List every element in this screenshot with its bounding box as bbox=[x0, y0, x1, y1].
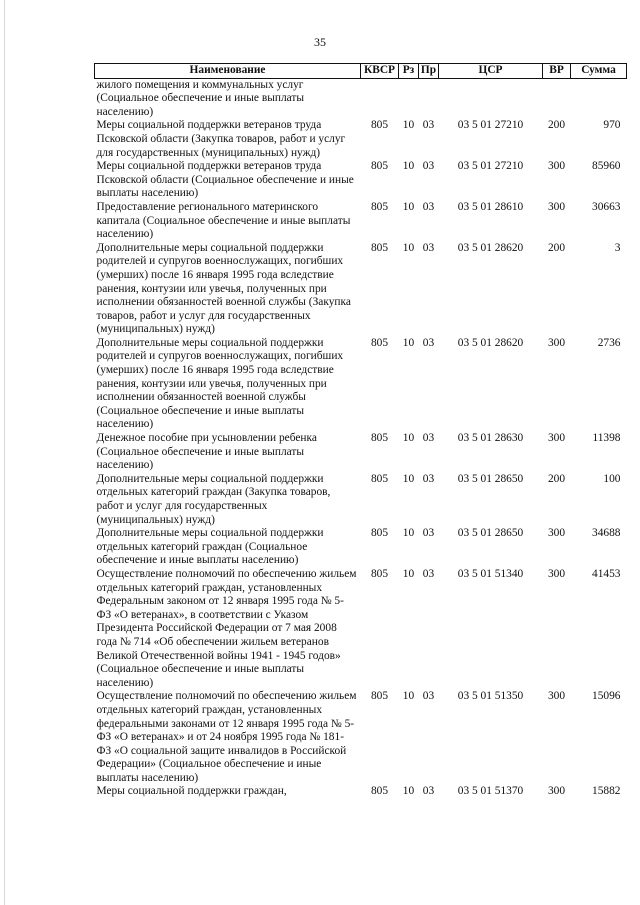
header-sum: Сумма bbox=[571, 64, 627, 79]
table-row bbox=[95, 690, 627, 785]
cell-pr: 03 bbox=[422, 690, 435, 703]
cell-vr: 300 bbox=[547, 432, 566, 445]
cell-vr: 300 bbox=[547, 160, 566, 173]
cell-vr: 300 bbox=[547, 200, 566, 213]
cell-rz: 10 bbox=[402, 472, 415, 485]
header-rz: Рз bbox=[399, 64, 419, 79]
cell-csr: 03 5 01 28630 bbox=[457, 432, 524, 445]
cell-sum: 15096 bbox=[592, 690, 621, 703]
table-row bbox=[95, 201, 627, 242]
table-row bbox=[95, 527, 627, 568]
header-vr: ВР bbox=[543, 64, 571, 79]
cell-kvsr bbox=[361, 78, 399, 119]
cell-rz: 10 bbox=[402, 785, 415, 798]
table-row bbox=[95, 160, 627, 201]
cell-name: Дополнительные меры социальной поддержки родителей и супругов военнослужащих, погибших (умерших) после 16 января 1995 года вследствие ранения, контузии или увечья, полученных при исполнении обязанностей военной службы (Социальное обеспечение и иные выплаты населению) bbox=[96, 336, 344, 431]
header-name: Наименование bbox=[95, 64, 361, 79]
cell-csr: 03 5 01 28620 bbox=[457, 241, 524, 254]
cell-vr: 300 bbox=[547, 785, 566, 798]
cell-csr: 03 5 01 28650 bbox=[457, 527, 524, 540]
cell-vr: 200 bbox=[547, 119, 566, 132]
cell-sum: 30663 bbox=[592, 200, 621, 213]
budget-table bbox=[94, 63, 627, 799]
cell-pr: 03 bbox=[422, 527, 435, 540]
cell-name: Осуществление полномочий по обеспечению жильем отдельных категорий граждан, установленных Федеральным законом от 12 января 1995 года № 5-ФЗ «О ветеранах», в соответствии с Указом Президента Российской Федерации от 7 мая 2008 года № 714 «Об обеспечении жильем ветеранов Великой Отечественной войны 1941 - 1945 годов» (Социальное обеспечение и иные выплаты населению) bbox=[96, 567, 357, 689]
cell-name: Осуществление полномочий по обеспечению жильем отдельных категорий граждан, установленных федеральными законами от 12 января 1995 года № 5-ФЗ «О ветеранах» и от 24 ноября 1995 года № 181-ФЗ «О социальной защите инвалидов в Российской Федерации» (Социальное обеспечение и иные выплаты населению) bbox=[96, 690, 357, 784]
table-row bbox=[95, 119, 627, 160]
table-row bbox=[95, 242, 627, 337]
cell-pr: 03 bbox=[422, 160, 435, 173]
cell-kvsr: 805 bbox=[370, 690, 389, 703]
table-header-row bbox=[95, 64, 627, 79]
cell-vr bbox=[543, 78, 571, 119]
header-kvsr: КВСР bbox=[361, 64, 399, 79]
header-pr: Пр bbox=[419, 64, 439, 79]
cell-sum bbox=[571, 78, 627, 119]
table-row bbox=[95, 432, 627, 473]
cell-kvsr: 805 bbox=[370, 527, 389, 540]
cell-name: Дополнительные меры социальной поддержки отдельных категорий граждан (Закупка товаров, работ и услуг для государственных (муниципальных) нужд) bbox=[96, 472, 331, 526]
cell-rz: 10 bbox=[402, 241, 415, 254]
page-number: 35 bbox=[314, 35, 326, 49]
cell-kvsr: 805 bbox=[370, 119, 389, 132]
cell-csr: 03 5 01 51370 bbox=[457, 785, 524, 798]
cell-rz: 10 bbox=[402, 567, 415, 580]
cell-rz: 10 bbox=[402, 527, 415, 540]
cell-rz: 10 bbox=[402, 336, 415, 349]
cell-name: Предоставление регионального материнского капитала (Социальное обеспечение и иные выплаты населению) bbox=[96, 200, 351, 241]
cell-kvsr: 805 bbox=[370, 241, 389, 254]
cell-pr: 03 bbox=[422, 785, 435, 798]
cell-name: Дополнительные меры социальной поддержки отдельных категорий граждан (Социальное обеспечение и иные выплаты населению) bbox=[96, 527, 324, 567]
cell-sum: 15882 bbox=[592, 785, 621, 798]
cell-csr: 03 5 01 51340 bbox=[457, 567, 524, 580]
cell-csr: 03 5 01 27210 bbox=[457, 160, 524, 173]
cell-pr: 03 bbox=[422, 472, 435, 485]
cell-name: Меры социальной поддержки граждан, bbox=[96, 785, 287, 798]
cell-name: жилого помещения и коммунальных услуг (Социальное обеспечение и иные выплаты населению) bbox=[96, 78, 305, 118]
table-row bbox=[95, 568, 627, 690]
cell-kvsr: 805 bbox=[370, 160, 389, 173]
cell-kvsr: 805 bbox=[370, 472, 389, 485]
cell-sum: 3 bbox=[614, 241, 621, 254]
cell-pr: 03 bbox=[422, 241, 435, 254]
cell-name: Дополнительные меры социальной поддержки родителей и супругов военнослужащих, погибших (умерших) после 16 января 1995 года вследствие ранения, контузии или увечья, полученных при исполнении обязанностей военной службы (Закупка товаров, работ и услуг для государственных (муниципальных) нужд) bbox=[96, 241, 351, 336]
cell-pr: 03 bbox=[422, 432, 435, 445]
cell-sum: 970 bbox=[603, 119, 621, 132]
cell-rz: 10 bbox=[402, 690, 415, 703]
cell-name: Меры социальной поддержки ветеранов труда Псковской области (Социальное обеспечение и иные выплаты населению) bbox=[96, 160, 354, 200]
cell-rz: 10 bbox=[402, 160, 415, 173]
cell-kvsr: 805 bbox=[370, 336, 389, 349]
cell-pr: 03 bbox=[422, 119, 435, 132]
cell-sum: 34688 bbox=[592, 527, 621, 540]
cell-pr: 03 bbox=[422, 336, 435, 349]
cell-name: Меры социальной поддержки ветеранов труда Псковской области (Закупка товаров, работ и услуг для государственных (муниципальных) нужд) bbox=[96, 119, 346, 159]
cell-csr: 03 5 01 28620 bbox=[457, 336, 524, 349]
cell-csr: 03 5 01 28650 bbox=[457, 472, 524, 485]
cell-kvsr: 805 bbox=[370, 785, 389, 798]
cell-sum: 2736 bbox=[597, 336, 621, 349]
cell-csr bbox=[439, 78, 543, 119]
cell-sum: 85960 bbox=[592, 160, 621, 173]
cell-pr: 03 bbox=[422, 567, 435, 580]
header-csr: ЦСР bbox=[439, 64, 543, 79]
cell-vr: 200 bbox=[547, 241, 566, 254]
cell-pr: 03 bbox=[422, 200, 435, 213]
cell-rz: 10 bbox=[402, 119, 415, 132]
cell-csr: 03 5 01 27210 bbox=[457, 119, 524, 132]
cell-pr bbox=[419, 78, 439, 119]
cell-vr: 300 bbox=[547, 690, 566, 703]
cell-sum: 100 bbox=[603, 472, 621, 485]
cell-rz bbox=[399, 78, 419, 119]
cell-csr: 03 5 01 28610 bbox=[457, 200, 524, 213]
table-row bbox=[95, 785, 627, 799]
table-row bbox=[95, 337, 627, 432]
cell-rz: 10 bbox=[402, 432, 415, 445]
cell-vr: 300 bbox=[547, 567, 566, 580]
cell-sum: 11398 bbox=[592, 432, 621, 445]
cell-rz: 10 bbox=[402, 200, 415, 213]
cell-kvsr: 805 bbox=[370, 432, 389, 445]
table-row bbox=[95, 78, 627, 119]
cell-name: Денежное пособие при усыновлении ребенка (Социальное обеспечение и иные выплаты населению) bbox=[96, 432, 317, 472]
cell-csr: 03 5 01 51350 bbox=[457, 690, 524, 703]
table-row bbox=[95, 473, 627, 527]
cell-vr: 300 bbox=[547, 336, 566, 349]
cell-sum: 41453 bbox=[592, 567, 621, 580]
cell-vr: 200 bbox=[547, 472, 566, 485]
scan-edge-mark bbox=[4, 0, 5, 905]
cell-vr: 300 bbox=[547, 527, 566, 540]
cell-kvsr: 805 bbox=[370, 200, 389, 213]
cell-kvsr: 805 bbox=[370, 567, 389, 580]
